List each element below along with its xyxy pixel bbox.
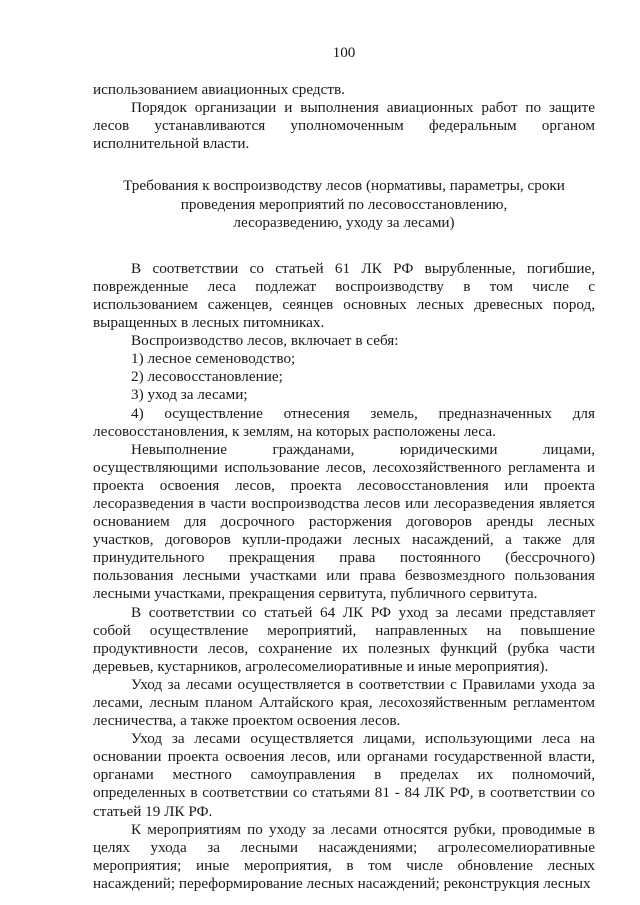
heading-line-1: Требования к воспроизводству лесов (нормативы, параметры, сроки	[123, 177, 565, 195]
list-item: 3) уход за лесами;	[131, 386, 248, 404]
paragraph-care-rules: Уход за лесами осуществляется в соответствии с Правилами ухода за лесами, лесным планом Алтайского края, лесохозяйственным регламентом лесничества, а также проектом освоения лесов.	[93, 675, 595, 730]
list-item: 4) осуществление отнесения земель, предназначенных для лесовосстановления, к землям, на которых расположены леса.	[93, 404, 595, 440]
paragraph-care-activities: К мероприятиям по уходу за лесами относятся рубки, проводимые в целях ухода за лесными насаждениями; агролесомелиоративные мероприятия; иные мероприятия, в том числе обновление лесных насаждений; переформирование лесных насаждений; реконструкция лесных	[93, 820, 595, 892]
list-item: 1) лесное семеноводство;	[131, 350, 296, 368]
list-item: 2) лесовосстановление;	[131, 368, 283, 386]
document-page	[93, 44, 595, 893]
paragraph-continuation: использованием авиационных средств.	[93, 81, 345, 99]
heading-line-2: проведения мероприятий по лесовосстановлению,	[180, 195, 508, 213]
heading-line-3: лесоразведению, уходу за лесами)	[233, 213, 455, 231]
paragraph-care-performers: Уход за лесами осуществляется лицами, использующими леса на основании проекта освоения лесов, или органами государственной власти, органами местного самоуправления в пределах их полномочий, определенных в соответствии со статьями 81 - 84 ЛК РФ, в соответствии со статьей 19 ЛК РФ.	[93, 730, 595, 820]
section-heading	[93, 177, 595, 231]
paragraph-article-61: В соответствии со статьей 61 ЛК РФ вырубленные, погибшие, поврежденные леса подлежат воспроизводству в том числе с использованием саженцев, сеянцев основных лесных древесных пород, выращенных в лесных питомниках.	[93, 259, 595, 332]
paragraph-non-fulfillment: Невыполнение гражданами, юридическими лицами, осуществляющими использование лесов, лесохозяйственного регламента и проекта освоения лесов, проекта лесовосстановления или проекта лесоразведения в части воспроизводства лесов или лесоразведения является основанием для досрочного расторжения договоров аренды лесных участков, договоров купли-продажи лесных насаждений, а также для принудительного прекращения права постоянного (бессрочного) пользования лесными участками или права безвозмездного пользования лесными участками, прекращения сервитута, публичного сервитута.	[93, 440, 595, 603]
paragraph-reproduction-includes: Воспроизводство лесов, включает в себя:	[131, 332, 399, 350]
page-number: 100	[332, 44, 356, 61]
paragraph-article-64: В соответствии со статьей 64 ЛК РФ уход за лесами представляет собой осуществление мероприятий, направленных на повышение продуктивности лесов, сохранение их полезных функций (рубка части деревьев, кустарников, агролесомелиоративные и иные мероприятия).	[93, 603, 595, 675]
paragraph-aviation-works: Порядок организации и выполнения авиационных работ по защите лесов устанавливаются уполномоченным федеральным органом исполнительной власти.	[93, 99, 595, 153]
